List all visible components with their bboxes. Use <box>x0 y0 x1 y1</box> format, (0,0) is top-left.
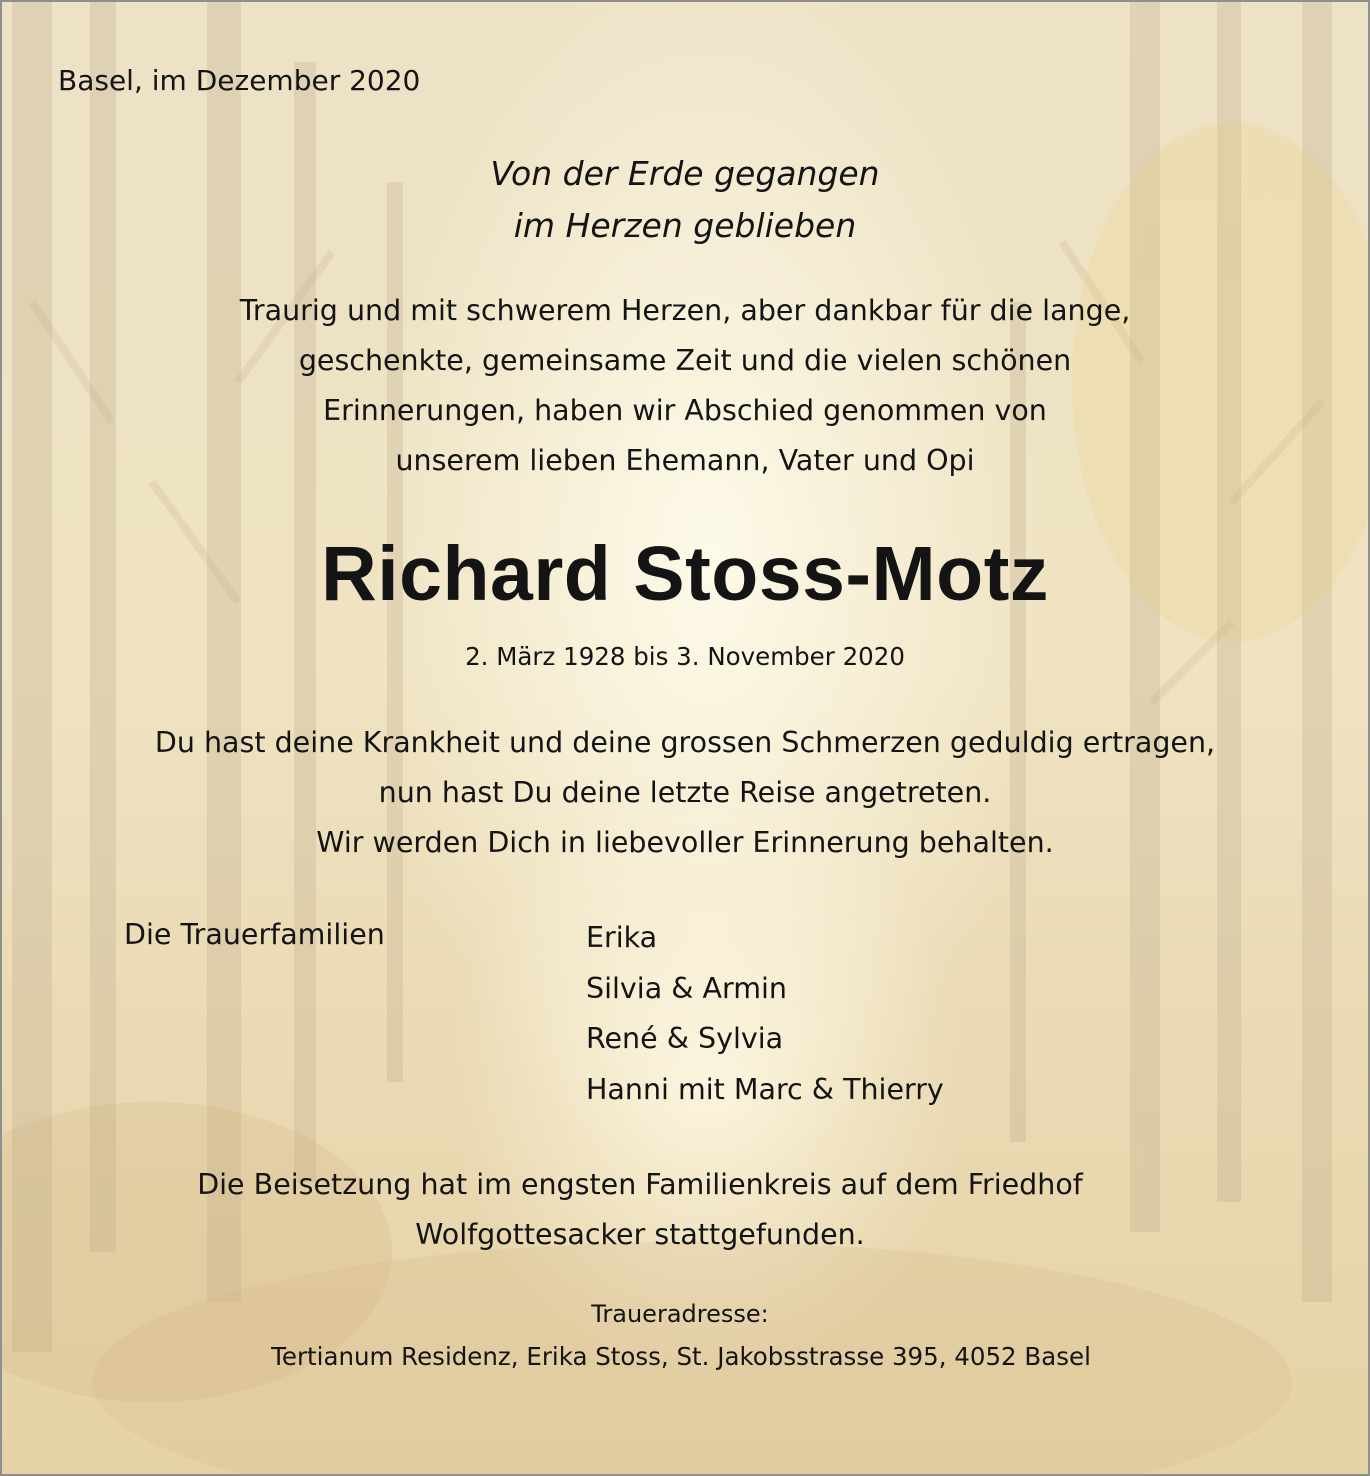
mourning-address: Tertianum Residenz, Erika Stoss, St. Jakobsstrasse 395, 4052 Basel <box>271 1342 1091 1371</box>
motto <box>2 148 1368 252</box>
verse-line: Wir werden Dich in liebevoller Erinnerung behalten. <box>316 826 1054 859</box>
address-label: Traueradresse: <box>591 1300 769 1328</box>
deceased-name: Richard Stoss-Motz <box>321 531 1049 617</box>
motto-line: im Herzen geblieben <box>513 206 857 245</box>
families-label: Die Trauerfamilien <box>124 918 385 951</box>
intro-line: unserem lieben Ehemann, Vater und Opi <box>395 444 975 477</box>
intro-line: Erinnerungen, haben wir Abschied genommen von <box>323 394 1047 427</box>
family-members-list <box>586 913 944 1115</box>
intro-line: geschenkte, gemeinsame Zeit und die vielen schönen <box>298 344 1072 377</box>
family-member: Silvia & Armin <box>586 971 787 1005</box>
family-member: René & Sylvia <box>586 1022 784 1055</box>
burial-line: Wolfgottesacker stattgefunden. <box>415 1218 865 1251</box>
intro-text <box>2 286 1368 486</box>
motto-line: Von der Erde gegangen <box>490 154 880 193</box>
burial-notice <box>0 1160 1323 1260</box>
verse-line: Du hast deine Krankheit und deine grossen Schmerzen geduldig ertragen, <box>154 726 1216 759</box>
family-member: Erika <box>586 921 658 954</box>
burial-line: Die Beisetzung hat im engsten Familienkreis auf dem Friedhof <box>197 1168 1083 1201</box>
verse-text <box>2 718 1368 868</box>
family-member: Hanni mit Marc & Thierry <box>586 1072 944 1106</box>
place-and-date: Basel, im Dezember 2020 <box>58 64 421 97</box>
lifespan-dates: 2. März 1928 bis 3. November 2020 <box>465 642 905 671</box>
verse-line: nun hast Du deine letzte Reise angetreten. <box>378 776 992 809</box>
intro-line: Traurig und mit schwerem Herzen, aber dankbar für die lange, <box>239 294 1131 327</box>
